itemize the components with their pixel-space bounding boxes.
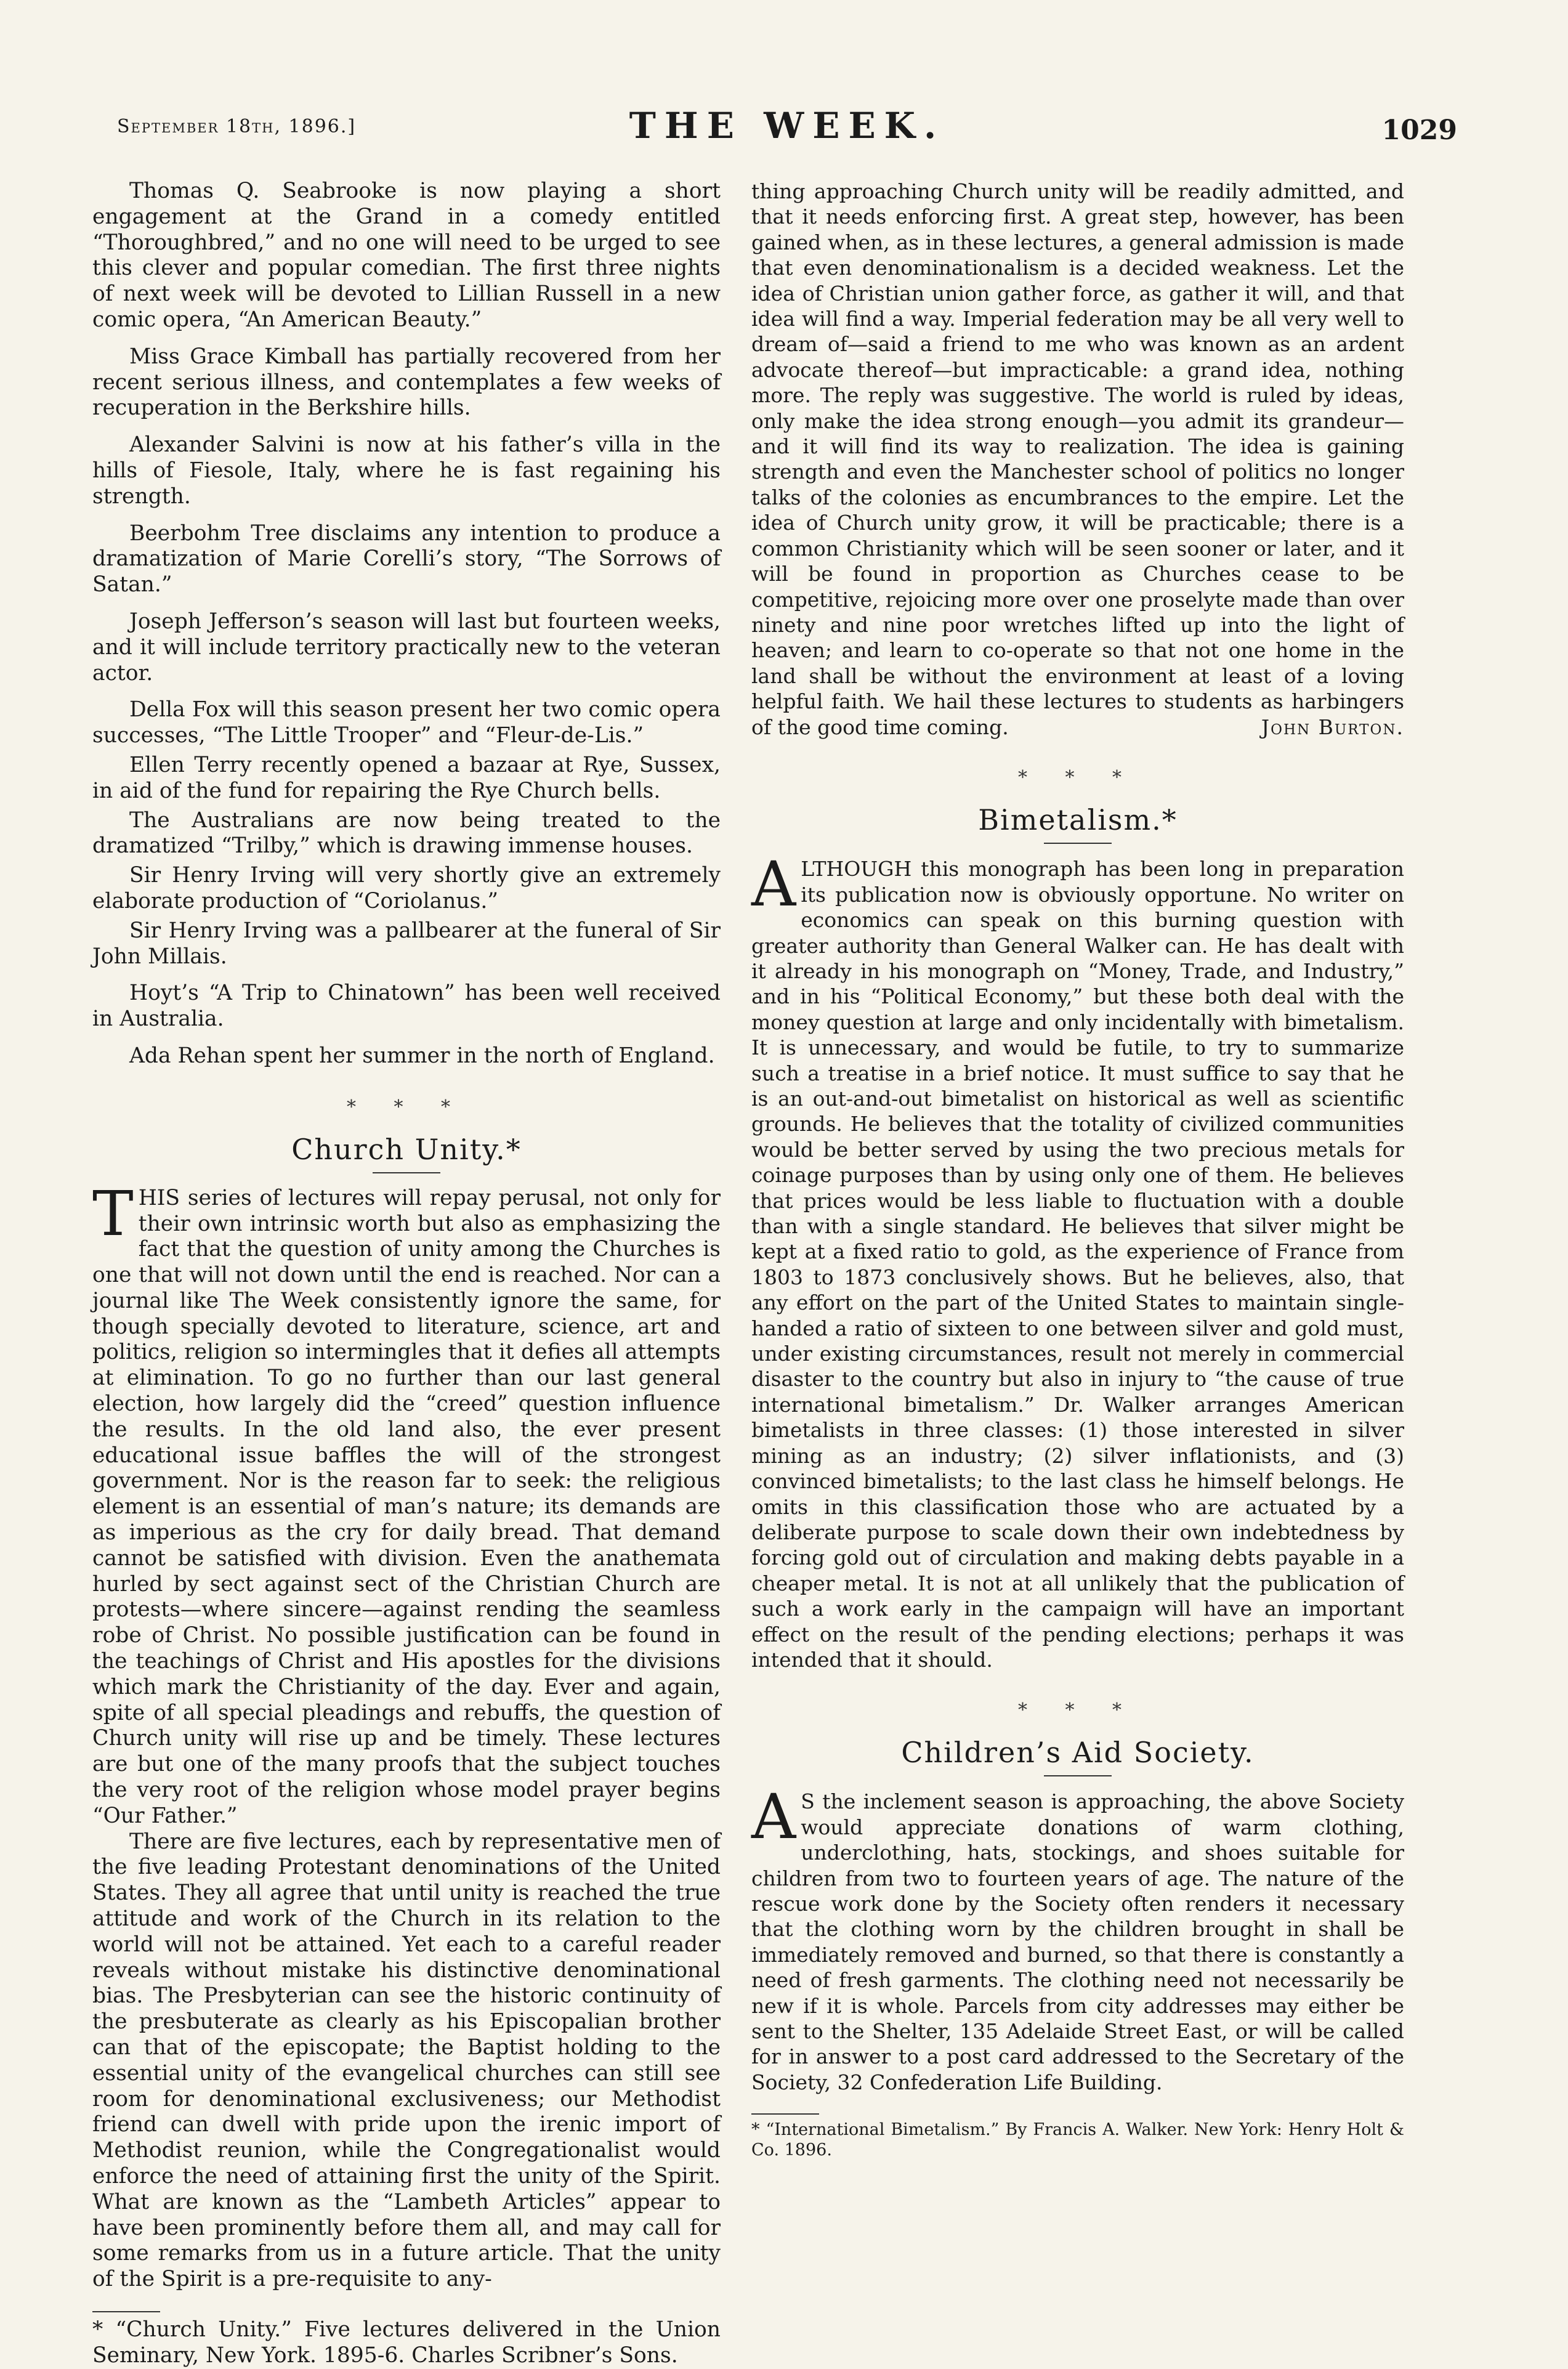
masthead-title: THE WEEK. [629, 105, 945, 147]
news-item-text: Beerbohm Tree disclaims any intention to produce a dramatization of Marie Corelli’s story, “The Sorrows of Satan.” [92, 520, 721, 597]
news-item-text: Thomas Q. Seabrooke is now playing a short engagement at the Grand in a comedy entitled “Thoroughbred,” and no one will need to be urged to see this clever and popular comedian. The first three nights of next week will be devoted to Lillian Russell in a new comic opera, “An American Beauty.” [92, 179, 721, 332]
bimetalism-paragraph: ALTHOUGH this monograph has been long in preparation its publication now is obviously opportune. No writer on economics can speak on this burning question with greater authority than General Walker can. He has dealt with it already in his monograph on “Money, Trade, and Industry,” and in his “Political Economy,” but these both deal with the money question at large and only incidentally with bimetalism. It is unnecessary, and would be futile, to try to summarize such a treatise in a brief notice. It must suffice to say that he is an out-and-out bimetalist on historical as well as scientific grounds. He believes that the totality of civilized communities would be better served by using the two precious metals for coinage purposes than by using only one of them. He believes that prices would be less liable to fluctuation with a double than with a single standard. He believes that silver might be kept at a fixed ratio to gold, as the experience of France from 1803 to 1873 conclusively shows. But he believes, also, that any effort on the part of the United States to maintain single-handed a ratio of sixteen to one between silver and gold must, under existing circumstances, result not merely in commercial disaster to the country but also in injury to “the cause of true international bimetalism.” Dr. Walker arranges American bimetalists in three classes: (1) those interested in silver mining as an industry; (2) silver inflationists, and (3) convinced bimetalists; to the last class he himself belongs. He omits in this classification those who are actuated by a deliberate purpose to scale down their own indebtedness by forcing gold out of circulation and making debts payable in a cheaper metal. It is not at all unlikely that the publication of such a work early in the campaign will have an important effect on the result of the pending elections; perhaps it was intended that it should. [751, 848, 1404, 1672]
page-number: 1029 [1381, 115, 1457, 146]
news-item-text: Joseph Jefferson’s season will last but fourteen weeks, and it will include territory practically new to the veteran actor. [92, 609, 721, 686]
church-unity-paragraph: There are five lectures, each by representative men of the five leading Protestant denominations of the United States. They all agree that until unity is reached the true attitude and work of the Church in its relation to the world will not be attained. Yet each to a careful reader reveals without mistake his distinctive denominational bias. The Presbyterian can see the historic continuity of the presbuterate as clearly as his Episcopalian brother can that of the episcopate; the Baptist holding to the essential unity of the evangelical churches can still see room for denominational exclusiveness; our Methodist friend can dwell with pride upon the irenic import of Methodist reunion, while the Congregationalist would enforce the need of attaining first the unity of the Spirit. What are known as the “Lambeth Articles” appear to have been prominently before them all, and may call for some remarks from us in a future article. That the unity of the Spirit is a pre-requisite to any- [92, 1829, 721, 2292]
news-item [92, 432, 721, 509]
news-item-text: Sir Henry Irving will very shortly give an extremely elaborate production of “Coriolanus.” [92, 863, 721, 913]
church-unity-footnote: * “Church Unity.” Five lectures delivered in the Union Seminary, New York. 1895-6. Charles Scribner’s Sons. [92, 2317, 721, 2368]
title-rule [1044, 1775, 1112, 1776]
childrens-aid-title: Children’s Aid Society. [901, 1736, 1255, 1770]
news-item [92, 179, 721, 333]
news-item [92, 863, 721, 915]
news-item [92, 521, 721, 598]
church-unity-continuation: thing approaching Church unity will be readily admitted, and that it needs enforcing first. A great step, however, has been gained when, as in these lectures, a general admission is made that even denominationalism is a decided weakness. Let the idea of Christian union gather force, as gather it will, and that idea will find a way. Imperial federation may be all very well to dream of—said a friend to me who was known as an ardent advocate thereof—but impracticable: a grand idea, nothing more. The reply was suggestive. The world is ruled by ideas, only make the idea strong enough—you admit its grandeur—and it will find its way to realization. The idea is gaining strength and even the Manchester school of politics no longer talks of the colonies as encumbrances to the empire. Let the idea of Church unity grow, it will be practicable; there is a common Christianity which will be seen sooner or later, and it will be found in proportion as Churches cease to be competitive, rejoicing more over one proselyte made than over ninety and nine poor wretches lifted up into the light of heaven; and learn to co-operate so that not one home in the land shall be without the environment at least of a loving helpful faith. We hail these lectures to students as harbingers of the good time coming. [751, 179, 1404, 739]
news-item [92, 981, 721, 1032]
news-item [92, 344, 721, 421]
news-item [92, 918, 721, 970]
news-item-text: Miss Grace Kimball has partially recovered from her recent serious illness, and contemplates a few weeks of recuperation in the Berkshire hills. [92, 344, 721, 421]
right-column [751, 179, 1404, 2160]
bimetalism-title: Bimetalism.* [978, 803, 1178, 837]
news-item-text: Sir Henry Irving was a pallbearer at the funeral of Sir John Millais. [92, 918, 721, 969]
footnote-rule [751, 2113, 819, 2115]
news-item-text: Ellen Terry recently opened a bazaar at Rye, Sussex, in aid of the fund for repairing the Rye Church bells. [92, 752, 721, 803]
church-unity-paragraph: THIS series of lectures will repay perusal, not only for their own intrinsic worth but also as emphasizing the fact that the question of unity among the Churches is one that will not down until the end is reached. Nor can a journal like The Week consistently ignore the same, for though specially devoted to literature, science, art and politics, religion so intermingles that it defies all attempts at elimination. To go no further than our last general election, how largely did the “creed” question influence the results. In the old land also, the ever present educational issue baffles the will of the strongest government. Nor is the reason far to seek: the religious element is an essential of man’s nature; its demands are as imperious as the cry for daily bread. That demand cannot be satisfied with division. Even the anathemata hurled by sect against sect of the Christian Church are protests—where sincere—against rending the seamless robe of Christ. No possible justification can be found in the teachings of Christ and His apostles for the divisions which mark the Christianity of the day. Ever and again, spite of all special pleadings and rebuffs, the question of Church unity will rise up and be timely. These lectures are but one of the many proofs that the subject touches the very root of the religion whose model prayer begins “Our Father.” [92, 1177, 721, 1828]
bimetalism-footnote: * “International Bimetalism.” By Francis A. Walker. New York: Henry Holt & Co. 1896. [751, 2120, 1404, 2160]
section-divider-stars: * * * [1017, 1699, 1138, 1722]
news-item-text: The Australians are now being treated to the dramatized “Trilby,” which is drawing immense houses. [92, 808, 721, 859]
church-unity-title: Church Unity.* [291, 1132, 522, 1166]
news-item [92, 609, 721, 686]
news-item-text: Della Fox will this season present her two comic opera successes, “The Little Trooper” and “Fleur-de-Lis.” [92, 697, 721, 748]
left-column [92, 179, 721, 2369]
header-date: September 18th, 1896.] [117, 116, 357, 137]
section-divider-stars: * * * [346, 1096, 467, 1118]
news-item [92, 808, 721, 860]
childrens-aid-paragraph: AS the inclement season is approaching, the above Society would appreciate donations of warm clothing, underclothing, hats, stockings, and shoes suitable for children from two to fourteen years of age. The nature of the rescue work done by the Society often renders it necessary that the clothing worn by the children brought in shall be immediately removed and burned, so that there is constantly a need of fresh garments. The clothing need not necessarily be new if it is whole. Parcels from city addresses may either be sent to the Shelter, 135 Adelaide Street East, or will be called for in answer to a post card addressed to the Secretary of the Society, 32 Confederation Life Building. [751, 1781, 1404, 2094]
news-item-text: Ada Rehan spent her summer in the north of England. [129, 1043, 715, 1068]
news-item-text: Alexander Salvini is now at his father’s villa in the hills of Fiesole, Italy, where he is fast regaining his strength. [92, 432, 721, 509]
title-rule [373, 1172, 440, 1173]
section-divider-stars: * * * [1017, 767, 1138, 789]
news-item [92, 1043, 721, 1069]
news-item [92, 753, 721, 804]
title-rule [1044, 843, 1112, 844]
footnote-rule [92, 2311, 160, 2312]
author-signature: John Burton. [1261, 715, 1404, 739]
news-item-text: Hoyt’s “A Trip to Chinatown” has been well received in Australia. [92, 981, 721, 1032]
page-header [117, 105, 1457, 160]
news-item [92, 697, 721, 749]
